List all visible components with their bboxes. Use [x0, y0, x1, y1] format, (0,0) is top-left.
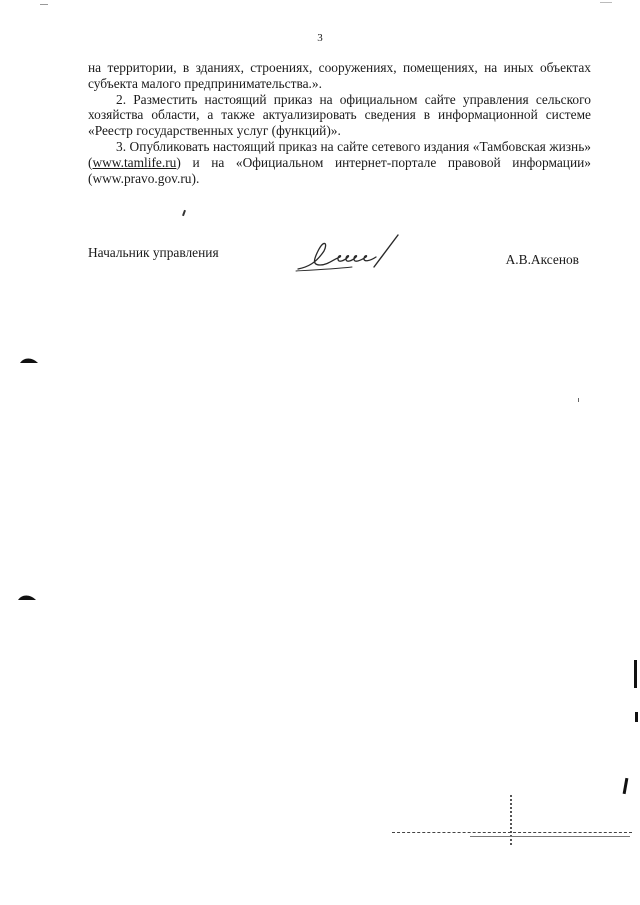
paragraph-item-2: 2. Разместить настоящий приказ на официальном сайте управления сельского хозяйства области, а также актуализировать сведения в информационной системе «Реестр государственных услуг (функций)». — [88, 91, 591, 139]
top-edge-mark-2 — [600, 2, 612, 3]
signer-title: Начальник управления — [88, 245, 219, 260]
dotted-artifact — [510, 795, 514, 845]
edge-mark-1 — [634, 660, 637, 688]
stray-mark — [182, 210, 186, 216]
page-number: 3 — [317, 32, 323, 44]
paragraph-continuation: на территории, в зданиях, строениях, сооружениях, помещениях, на иных объектах субъекта малого предпринимательства.». — [88, 60, 591, 91]
handwritten-signature — [294, 229, 404, 277]
punch-hole-mark-bottom — [18, 588, 36, 595]
edge-mark-4 — [578, 398, 579, 402]
document-body — [88, 60, 591, 186]
edge-mark-2 — [635, 712, 638, 722]
bottom-dash-line-2 — [470, 836, 630, 837]
bottom-dash-line — [392, 832, 632, 833]
signature-block — [88, 243, 591, 273]
top-edge-mark — [40, 4, 48, 5]
tamlife-link[interactable]: www.tamlife.ru — [92, 154, 177, 170]
item-3-text-start: 3. Опубликовать настоящий приказ на сайте сетевого издания «Тамбовская жизнь» ( — [88, 138, 591, 170]
item-3-text-end: ) и на «Официальном интернет-портале правовой информации» (www.pravo.gov.ru). — [88, 154, 591, 186]
edge-mark-3 — [623, 778, 629, 794]
punch-hole-mark-top — [20, 351, 38, 358]
signer-name: А.В.Аксенов — [505, 252, 579, 267]
paragraph-item-3 — [88, 139, 591, 186]
